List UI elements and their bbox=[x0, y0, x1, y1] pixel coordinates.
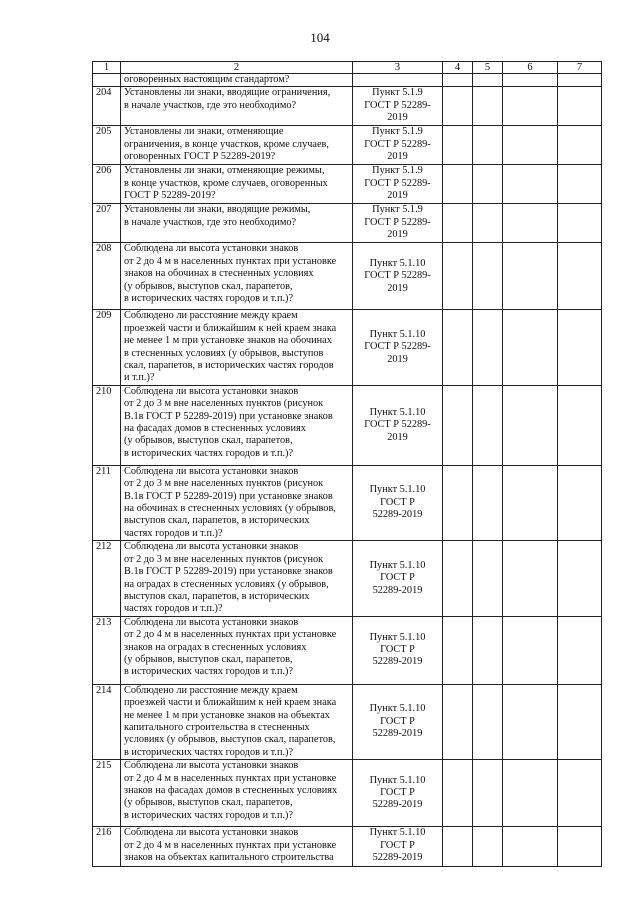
row-number: 208 bbox=[93, 243, 121, 310]
col-header: 7 bbox=[558, 62, 602, 74]
answer-cell bbox=[503, 243, 558, 310]
answer-cell bbox=[473, 165, 503, 204]
reference-text: Пункт 5.1.10 ГОСТ Р 52289- 2019 bbox=[353, 243, 443, 310]
continuation-text: оговоренных настоящим стандартом? bbox=[121, 74, 353, 87]
reference-text: Пункт 5.1.9 ГОСТ Р 52289- 2019 bbox=[353, 165, 443, 204]
row-number: 210 bbox=[93, 385, 121, 465]
reference-text: Пункт 5.1.9 ГОСТ Р 52289- 2019 bbox=[353, 87, 443, 126]
table-row bbox=[93, 204, 602, 243]
row-number: 213 bbox=[93, 616, 121, 684]
table-row bbox=[93, 465, 602, 540]
answer-cell bbox=[443, 827, 473, 867]
answer-cell bbox=[558, 204, 602, 243]
row-number: 214 bbox=[93, 684, 121, 759]
col-header: 4 bbox=[443, 62, 473, 74]
answer-cell bbox=[558, 126, 602, 165]
answer-cell bbox=[473, 616, 503, 684]
reference-text: Пункт 5.1.10 ГОСТ Р 52289-2019 bbox=[353, 465, 443, 540]
answer-cell bbox=[503, 616, 558, 684]
question-text: Соблюдена ли высота установки знаков от 2 до 4 м в населенных пунктах при установке знаков на фасадах домов в стесненных условиях (у обрывов, выступов скал, парапетов, в исторических частях городов и т.п.)? bbox=[121, 760, 353, 827]
col-header: 2 bbox=[121, 62, 353, 74]
question-text: Соблюдена ли высота установки знаков от 2 до 3 м вне населенных пунктов (рисунок В.1в ГОСТ Р 52289-2019) при установке знаков на оградах в стесненных условиях (у обрывов, выступов скал, парапетов, в исторических частях городов и т.п.)? bbox=[121, 541, 353, 616]
answer-cell bbox=[443, 243, 473, 310]
answer-cell bbox=[473, 541, 503, 616]
answer-cell bbox=[503, 126, 558, 165]
col-header: 5 bbox=[473, 62, 503, 74]
table-row bbox=[93, 827, 602, 867]
reference-text: Пункт 5.1.10 ГОСТ Р 52289-2019 bbox=[353, 541, 443, 616]
answer-cell bbox=[443, 541, 473, 616]
answer-cell bbox=[473, 126, 503, 165]
answer-cell bbox=[473, 465, 503, 540]
table-row bbox=[93, 126, 602, 165]
reference-text: Пункт 5.1.10 ГОСТ Р 52289-2019 bbox=[353, 616, 443, 684]
answer-cell bbox=[558, 616, 602, 684]
col-header: 6 bbox=[503, 62, 558, 74]
answer-cell bbox=[503, 385, 558, 465]
question-text: Установлены ли знаки, вводящие ограничения, в начале участков, где это необходимо? bbox=[121, 87, 353, 126]
answer-cell bbox=[558, 87, 602, 126]
row-number: 207 bbox=[93, 204, 121, 243]
table-row bbox=[93, 243, 602, 310]
table-row bbox=[93, 684, 602, 759]
table-row bbox=[93, 541, 602, 616]
question-text: Соблюдена ли высота установки знаков от 2 до 4 м в населенных пунктах при установке знаков на объектах капитального строительства bbox=[121, 827, 353, 867]
answer-cell bbox=[558, 827, 602, 867]
answer-cell bbox=[558, 310, 602, 385]
answer-cell bbox=[473, 760, 503, 827]
reference-text: Пункт 5.1.10 ГОСТ Р 52289-2019 bbox=[353, 827, 443, 867]
answer-cell bbox=[443, 684, 473, 759]
answer-cell bbox=[473, 385, 503, 465]
answer-cell bbox=[503, 760, 558, 827]
table-row bbox=[93, 310, 602, 385]
reference-text: Пункт 5.1.10 ГОСТ Р 52289- 2019 bbox=[353, 310, 443, 385]
col-header: 3 bbox=[353, 62, 443, 74]
reference-text: Пункт 5.1.10 ГОСТ Р 52289-2019 bbox=[353, 760, 443, 827]
answer-cell bbox=[558, 243, 602, 310]
answer-cell bbox=[558, 165, 602, 204]
answer-cell bbox=[443, 465, 473, 540]
answer-cell bbox=[473, 827, 503, 867]
answer-cell bbox=[558, 684, 602, 759]
row-number: 216 bbox=[93, 827, 121, 867]
answer-cell bbox=[558, 541, 602, 616]
answer-cell bbox=[503, 827, 558, 867]
answer-cell bbox=[503, 541, 558, 616]
answer-cell bbox=[503, 465, 558, 540]
answer-cell bbox=[558, 385, 602, 465]
question-text: Соблюдена ли высота установки знаков от 2 до 4 м в населенных пунктах при установке знаков на оградах в стесненных условиях (у обрывов, выступов скал, парапетов, в исторических частях городов и т.п.)? bbox=[121, 616, 353, 684]
question-text: Соблюдено ли расстояние между краем проезжей части и ближайшим к ней краем знака не менее 1 м при установке знаков на обочинах в стесненных условиях (у обрывов, выступов скал, парапетов, в исторических частях городов и т.п.)? bbox=[121, 310, 353, 385]
reference-text: Пункт 5.1.10 ГОСТ Р 52289- 2019 bbox=[353, 385, 443, 465]
answer-cell bbox=[503, 684, 558, 759]
answer-cell bbox=[473, 87, 503, 126]
row-number: 209 bbox=[93, 310, 121, 385]
col-header: 1 bbox=[93, 62, 121, 74]
page-number: 104 bbox=[310, 30, 330, 45]
answer-cell bbox=[503, 204, 558, 243]
reference-text: Пункт 5.1.9 ГОСТ Р 52289- 2019 bbox=[353, 126, 443, 165]
header-row bbox=[93, 62, 602, 74]
checklist-table bbox=[92, 61, 602, 867]
reference-text: Пункт 5.1.9 ГОСТ Р 52289- 2019 bbox=[353, 204, 443, 243]
row-number: 204 bbox=[93, 87, 121, 126]
question-text: Установлены ли знаки, отменяющие ограничения, в конце участков, кроме случаев, оговоренных ГОСТ Р 52289-2019? bbox=[121, 126, 353, 165]
row-number: 212 bbox=[93, 541, 121, 616]
row-number: 211 bbox=[93, 465, 121, 540]
question-text: Соблюдена ли высота установки знаков от 2 до 3 м вне населенных пунктов (рисунок В.1в ГОСТ Р 52289-2019) при установке знаков на обочинах в стесненных условиях (у обрывов, выступов скал, парапетов, в исторических частях городов и т.п.)? bbox=[121, 465, 353, 540]
question-text: Соблюдена ли высота установки знаков от 2 до 3 м вне населенных пунктов (рисунок В.1в ГОСТ Р 52289-2019) при установке знаков на фасадах домов в стесненных условиях (у обрывов, выступов скал, парапетов, в исторических частях городов и т.п.)? bbox=[121, 385, 353, 465]
answer-cell bbox=[443, 760, 473, 827]
question-text: Установлены ли знаки, отменяющие режимы, в конце участков, кроме случаев, оговоренных ГОСТ Р 52289-2019? bbox=[121, 165, 353, 204]
answer-cell bbox=[473, 684, 503, 759]
answer-cell bbox=[503, 165, 558, 204]
row-number: 206 bbox=[93, 165, 121, 204]
reference-text: Пункт 5.1.10 ГОСТ Р 52289-2019 bbox=[353, 684, 443, 759]
answer-cell bbox=[443, 385, 473, 465]
answer-cell bbox=[473, 243, 503, 310]
answer-cell bbox=[443, 310, 473, 385]
answer-cell bbox=[443, 87, 473, 126]
answer-cell bbox=[443, 204, 473, 243]
answer-cell bbox=[558, 465, 602, 540]
table-row bbox=[93, 616, 602, 684]
continuation-row bbox=[93, 74, 602, 87]
answer-cell bbox=[473, 204, 503, 243]
answer-cell bbox=[558, 760, 602, 827]
table-row bbox=[93, 760, 602, 827]
table-row bbox=[93, 385, 602, 465]
answer-cell bbox=[503, 310, 558, 385]
answer-cell bbox=[443, 165, 473, 204]
question-text: Установлены ли знаки, вводящие режимы, в начале участков, где это необходимо? bbox=[121, 204, 353, 243]
row-number: 215 bbox=[93, 760, 121, 827]
question-text: Соблюдено ли расстояние между краем проезжей части и ближайшим к ней краем знака не менее 1 м при установке знаков на объектах капитального строительства в стесненных условиях (у обрывов, выступов скал, парапетов, в исторических частях городов и т.п.)? bbox=[121, 684, 353, 759]
answer-cell bbox=[473, 310, 503, 385]
table-row bbox=[93, 87, 602, 126]
question-text: Соблюдена ли высота установки знаков от 2 до 4 м в населенных пунктах при установке знаков на обочинах в стесненных условиях (у обрывов, выступов скал, парапетов, в исторических частях городов и т.п.)? bbox=[121, 243, 353, 310]
answer-cell bbox=[443, 126, 473, 165]
table-row bbox=[93, 165, 602, 204]
answer-cell bbox=[503, 87, 558, 126]
answer-cell bbox=[443, 616, 473, 684]
row-number: 205 bbox=[93, 126, 121, 165]
